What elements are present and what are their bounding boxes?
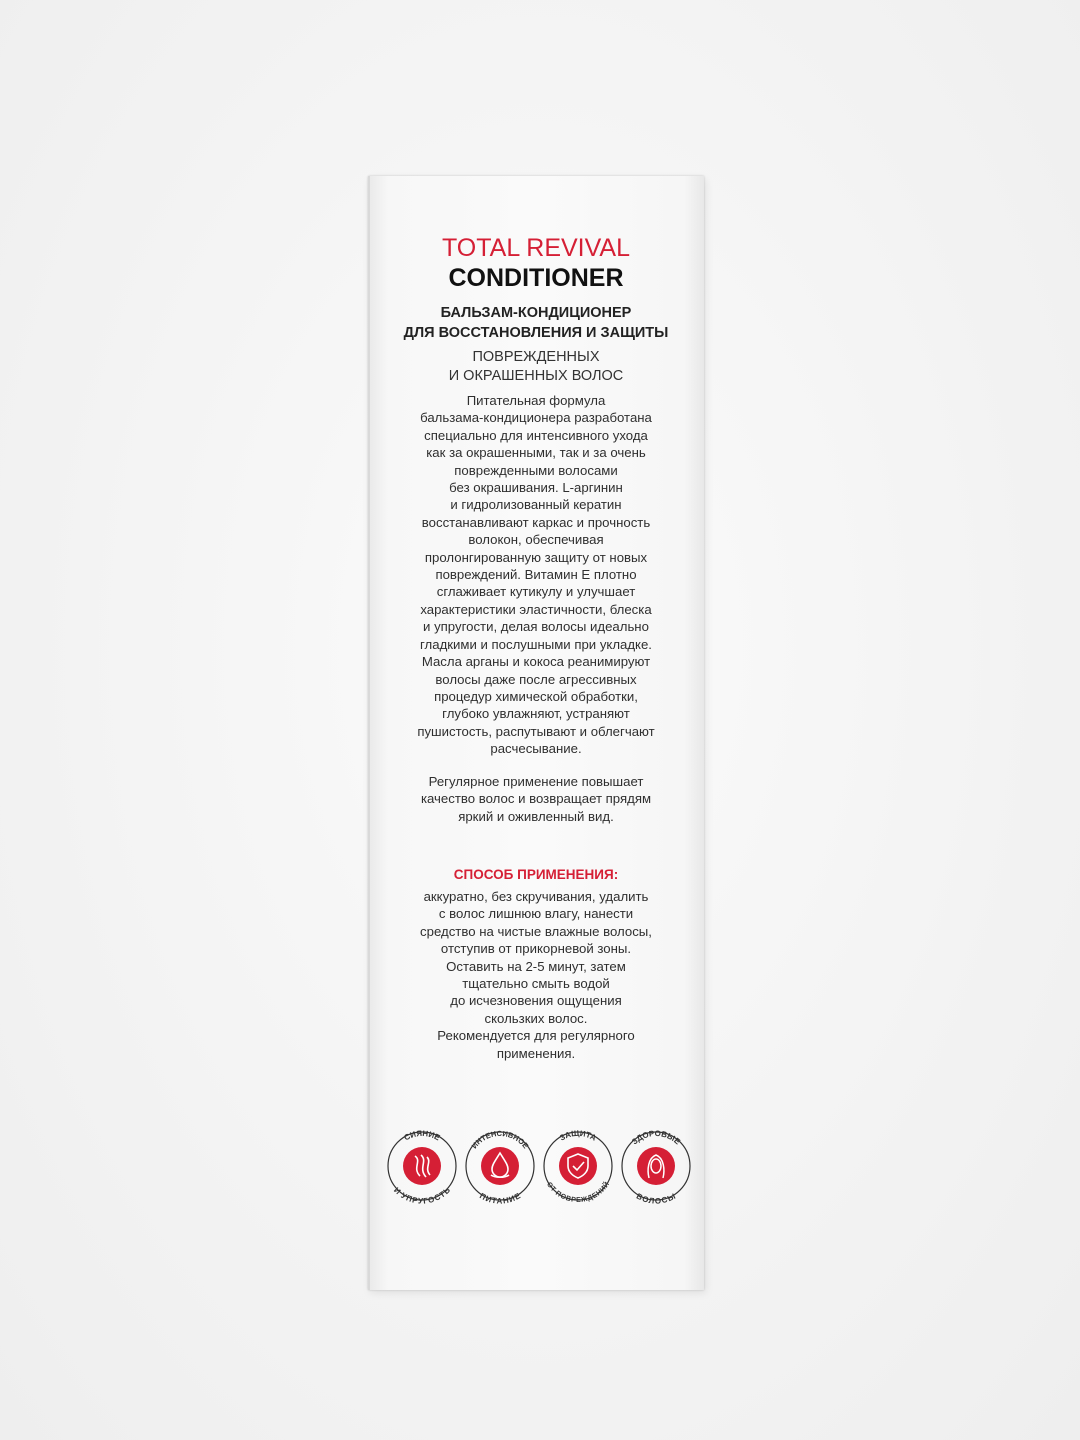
regular-use-paragraph [382, 773, 690, 825]
product-subtitle-secondary [368, 348, 704, 386]
svg-text:И УПРУГОСТЬ [392, 1185, 452, 1205]
text-line: как за окрашенными, так и за очень [426, 445, 646, 461]
badge-label-top: ЗАЩИТА [558, 1128, 598, 1143]
text-line: до исчезновения ощущения [450, 993, 622, 1009]
text-line: пролонгированную защиту от новых [424, 549, 648, 565]
badge-label-bottom: ОТ ПОВРЕЖДЕНИЙ [545, 1181, 611, 1205]
text-line: процедур химической обработки, [434, 688, 638, 704]
badge-label-bottom: И УПРУГОСТЬ [392, 1185, 452, 1206]
text-line: яркий и оживленный вид. [458, 808, 614, 824]
text-line: специально для интенсивного ухода [424, 427, 648, 443]
product-title-line2: CONDITIONER [448, 264, 624, 292]
svg-text:СИЯНИЕ [403, 1129, 442, 1143]
text-line: пушистость, распутывают и облегчают [417, 723, 655, 739]
badge-protection [538, 1126, 618, 1206]
text-line: и гидролизованный кератин [450, 497, 622, 513]
text-line: средство на чистые влажные волосы, [420, 923, 652, 939]
text-line: бальзама-кондиционера разработана [420, 410, 652, 426]
badge-label-top: ИНТЕНСИВНОЕ [469, 1128, 531, 1151]
text-line: и упругости, делая волосы идеально [423, 619, 649, 635]
description-paragraph [382, 392, 690, 758]
product-subtitle [368, 303, 704, 343]
text-line: отступив от прикорневой зоны. [440, 941, 632, 957]
benefit-badges [382, 1126, 692, 1206]
text-line: сглаживает кутикулу и улучшает [436, 584, 636, 600]
text-line: качество волос и возвращает прядям [420, 791, 652, 807]
badge-shine [382, 1126, 462, 1206]
text-line: тщательно смыть водой [462, 976, 610, 992]
text-line: Масла арганы и кокоса реанимируют [421, 654, 651, 670]
text-line: глубоко увлажняют, устраняют [442, 706, 630, 722]
text-line: Питательная формула [466, 393, 606, 408]
usage-paragraph [382, 888, 690, 1062]
badge-label-top: СИЯНИЕ [402, 1128, 442, 1143]
text-line: гладкими и послушными при укладке. [420, 636, 652, 652]
svg-text:ЗАЩИТА [558, 1129, 598, 1143]
usage-title: СПОСОБ ПРИМЕНЕНИЯ: [453, 867, 619, 882]
product-box [368, 176, 704, 1290]
text-line: восстанавливают каркас и прочность [421, 514, 651, 530]
text-line: повреждений. Витамин Е плотно [435, 567, 637, 583]
text-line: с волос лишнюю влагу, нанести [438, 906, 634, 922]
box-edge [368, 176, 370, 1290]
badge-label-bottom: ВОЛОСЫ [634, 1191, 677, 1206]
text-line: волосы даже после агрессивных [435, 671, 637, 687]
badge-label-top: ЗДОРОВЫЕ [630, 1128, 682, 1147]
text-line: Оставить на 2-5 минут, затем [446, 958, 626, 974]
badge-nutrition [460, 1126, 540, 1206]
subtitle-line: БАЛЬЗАМ-КОНДИЦИОНЕР [440, 305, 632, 321]
text-line: волокон, обеспечивая [468, 532, 604, 548]
text-line: характеристики эластичности, блеска [420, 601, 652, 617]
text-line: расчесывание. [490, 741, 582, 757]
text-line: скользких волос. [484, 1010, 588, 1026]
subtitle-line: И ОКРАШЕННЫХ ВОЛОС [448, 368, 624, 384]
text-line: поврежденными волосами [454, 462, 618, 478]
subtitle-line: ПОВРЕЖДЕННЫХ [472, 349, 600, 365]
badge-healthy-hair [616, 1126, 696, 1206]
text-line: без окрашивания. L-аргинин [449, 480, 623, 496]
text-line: Рекомендуется для регулярного [437, 1028, 635, 1044]
badge-label-bottom: ПИТАНИЕ [478, 1191, 522, 1206]
text-line: применения. [496, 1045, 576, 1061]
text-line: аккуратно, без скручивания, удалить [423, 889, 649, 904]
subtitle-line: ДЛЯ ВОССТАНОВЛЕНИЯ И ЗАЩИТЫ [403, 325, 669, 341]
svg-text:ВОЛОСЫ [635, 1192, 677, 1206]
svg-text:ПИТАНИЕ [478, 1191, 522, 1206]
text-line: Регулярное применение повышает [428, 774, 644, 789]
svg-text:ЗДОРОВЫЕ [630, 1129, 682, 1147]
product-title-line1: TOTAL REVIVAL [441, 234, 631, 262]
